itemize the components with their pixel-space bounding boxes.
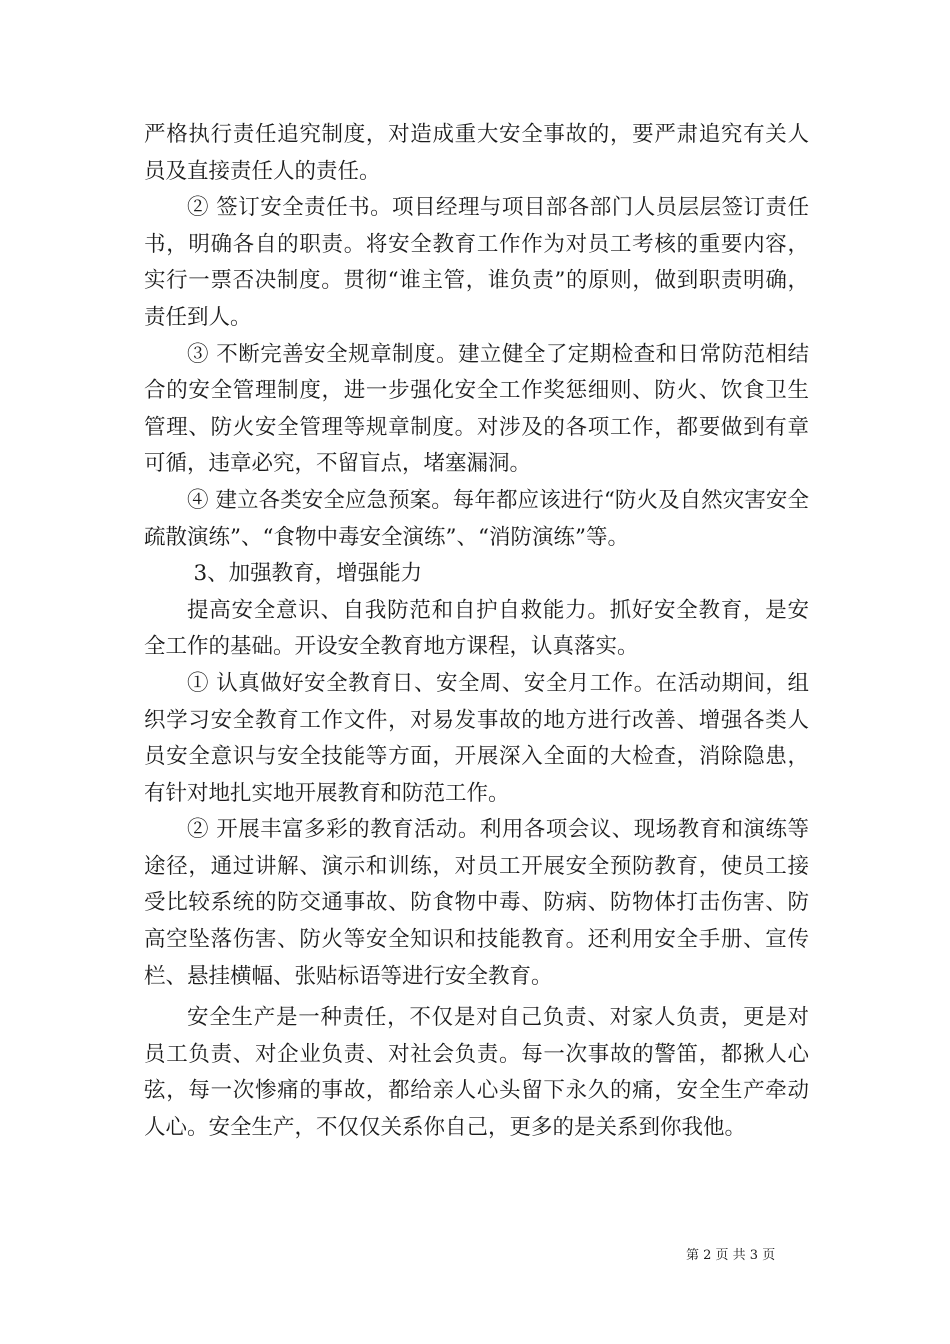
document-body (144, 117, 809, 1147)
paragraph-responsibility-letter: ② 签订安全责任书。项目经理与项目部各部门人员层层签订责任书，明确各自的职责。将安全教育工作作为对员工考核的重要内容，实行一票否决制度。贯彻“谁主管，谁负责”的原则，做到职责明确，责任到人。 (144, 195, 809, 330)
paragraph-continuation: 严格执行责任追究制度，对造成重大安全事故的，要严肃追究有关人员及直接责任人的责任。 (144, 122, 809, 184)
paragraph-safety-awareness: 提高安全意识、自我防范和自护自救能力。抓好安全教育，是安全工作的基础。开设安全教育地方课程，认真落实。 (144, 597, 809, 660)
paragraph-emergency-plans: ④ 建立各类安全应急预案。每年都应该进行“防火及自然灾害安全疏散演练”、“食物中毒安全演练”、“消防演练”等。 (144, 487, 809, 550)
paragraph-safety-day: ① 认真做好安全教育日、安全周、安全月工作。在活动期间，组织学习安全教育工作文件，对易发事故的地方进行改善、增强各类人员安全意识与安全技能等方面，开展深入全面的大检查，消除隐患，有针对地扎实地开展教育和防范工作。 (144, 670, 809, 806)
paragraph-education-activities: ② 开展丰富多彩的教育活动。利用各项会议、现场教育和演练等途径，通过讲解、演示和训练，对员工开展安全预防教育，使员工接受比较系统的防交通事故、防食物中毒、防病、防物体打击伤害、防高空坠落伤害、防火等安全知识和技能教育。还利用安全手册、宣传栏、悬挂横幅、张贴标语等进行安全教育。 (144, 817, 809, 989)
section-heading-education: 3、加强教育，增强能力 (193, 561, 423, 587)
paragraph-conclusion: 安全生产是一种责任，不仅是对自己负责、对家人负责，更是对员工负责、对企业负责、对社会负责。每一次事故的警笛，都揪人心弦，每一次惨痛的事故，都给亲人心头留下永久的痛，安全生产牵动人心。安全生产，不仅仅关系你自己，更多的是关系到你我他。 (144, 1005, 809, 1141)
paragraph-safety-rules: ③ 不断完善安全规章制度。建立健全了定期检查和日常防范相结合的安全管理制度，进一步强化安全工作奖惩细则、防火、饮食卫生管理、防火安全管理等规章制度。对涉及的各项工作，都要做到有章可循，违章必究，不留盲点，堵塞漏洞。 (144, 341, 809, 477)
page-number: 第 2 页 共 3 页 (686, 1248, 776, 1263)
